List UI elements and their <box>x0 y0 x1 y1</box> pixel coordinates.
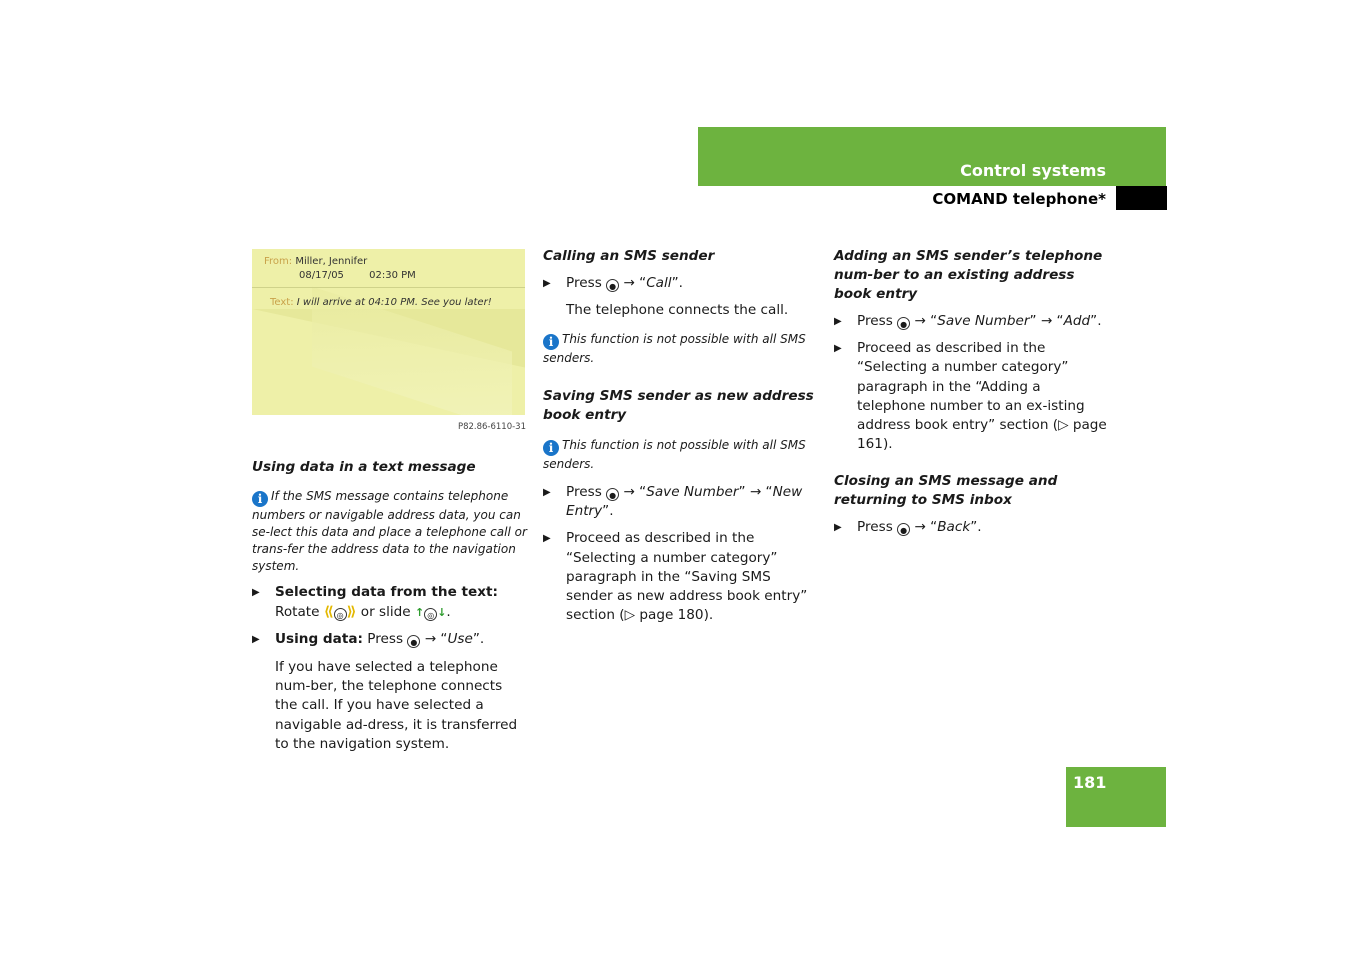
controller-knob-icon: ◎ <box>424 608 437 621</box>
heading-saving-sender: Saving SMS sender as new address book entry <box>543 388 814 424</box>
bullet-arrow-icon: ▶ <box>252 587 260 599</box>
text-value: I will arrive at 04:10 PM. See you later! <box>296 297 492 308</box>
press-knob-icon: ● <box>407 635 420 648</box>
bullet-arrow-icon: ▶ <box>834 316 842 327</box>
info-icon: i <box>252 491 268 507</box>
heading-adding-sender: Adding an SMS sender’s telephone num-ber to an existing address book entry <box>834 248 1103 302</box>
press-knob-icon: ● <box>606 488 619 501</box>
press-knob-icon: ● <box>606 279 619 292</box>
slide-down-icon: ↓ <box>437 605 447 619</box>
call-result: The telephone connects the call. <box>566 302 789 319</box>
text-label: Text: <box>270 297 294 308</box>
bullet-arrow-icon: ▶ <box>252 633 260 645</box>
info-icon: i <box>543 334 559 350</box>
bullet-arrow-icon: ▶ <box>543 278 551 289</box>
from-value: Miller, Jennifer <box>295 256 368 267</box>
step-save-number: ▶ Press ● → “Save Number” → “New Entry”. <box>543 484 803 520</box>
step-proceed: ▶ Proceed as described in the “Selecting a number category” paragraph in the “Adding a telephone number to an ex-isting address book entry” section (▷ page 161). <box>834 340 1107 453</box>
from-label: From: <box>264 256 293 267</box>
column-1 <box>252 249 527 754</box>
result-paragraph: If you have selected a telephone num-ber, the telephone connects the call. If you have selected a navigable ad-dress, it is transferred to the navigation system. <box>275 659 518 752</box>
step-call: ▶ Press ● → “Call”. <box>543 274 818 293</box>
controller-knob-icon: ◎ <box>334 608 347 621</box>
step-proceed: ▶ Proceed as described in the “Selecting a number category” paragraph in the “Saving SMS sender as new address book entry” section (▷ page 180). <box>543 530 808 624</box>
column-3 <box>834 247 1109 538</box>
section-title: Control systems <box>960 161 1106 180</box>
heading-closing-sms: Closing an SMS message and returning to SMS inbox <box>834 473 1058 509</box>
page-number-box <box>1066 767 1166 827</box>
press-knob-icon: ● <box>897 523 910 536</box>
press-knob-icon: ● <box>897 317 910 330</box>
page-number: 181 <box>1073 773 1107 792</box>
sms-time: 02:30 PM <box>369 270 416 281</box>
image-caption: P82.86-6110-31 <box>457 422 526 432</box>
info-note: i This function is not possible with all SMS senders. <box>543 438 806 472</box>
header-band <box>698 127 1166 186</box>
bullet-arrow-icon: ▶ <box>543 487 551 498</box>
column-2 <box>543 247 818 625</box>
bullet-arrow-icon: ▶ <box>834 522 842 534</box>
step-using-data: ▶ Using data: Press ● → “Use”. <box>252 630 527 649</box>
slide-up-icon: ↑ <box>414 605 425 619</box>
section-subtitle: COMAND telephone* <box>932 190 1106 208</box>
step-back: ▶ Press ● → “Back”. <box>834 518 1109 537</box>
info-note: i If the SMS message contains telephone numbers or navigable address data, you can se-lect this data and place a telephone call or trans-fer the address data to the navigation system. <box>252 489 527 573</box>
bullet-arrow-icon: ▶ <box>543 533 551 545</box>
bullet-arrow-icon: ▶ <box>834 343 842 355</box>
heading-calling-sender: Calling an SMS sender <box>543 248 715 264</box>
info-icon: i <box>543 440 559 456</box>
heading-using-data: Using data in a text message <box>252 459 476 476</box>
step-add: ▶ Press ● → “Save Number” → “Add”. <box>834 312 1109 331</box>
info-note: i This function is not possible with all SMS senders. <box>543 332 806 366</box>
section-tab-marker <box>1116 186 1167 210</box>
sms-date: 08/17/05 <box>299 270 344 281</box>
sms-screen-image <box>252 249 525 415</box>
step-selecting-data: ▶ Selecting data from the text: Rotate ⟪ ◎ ⟫ or slide ↑ ◎ ↓. <box>252 584 498 620</box>
